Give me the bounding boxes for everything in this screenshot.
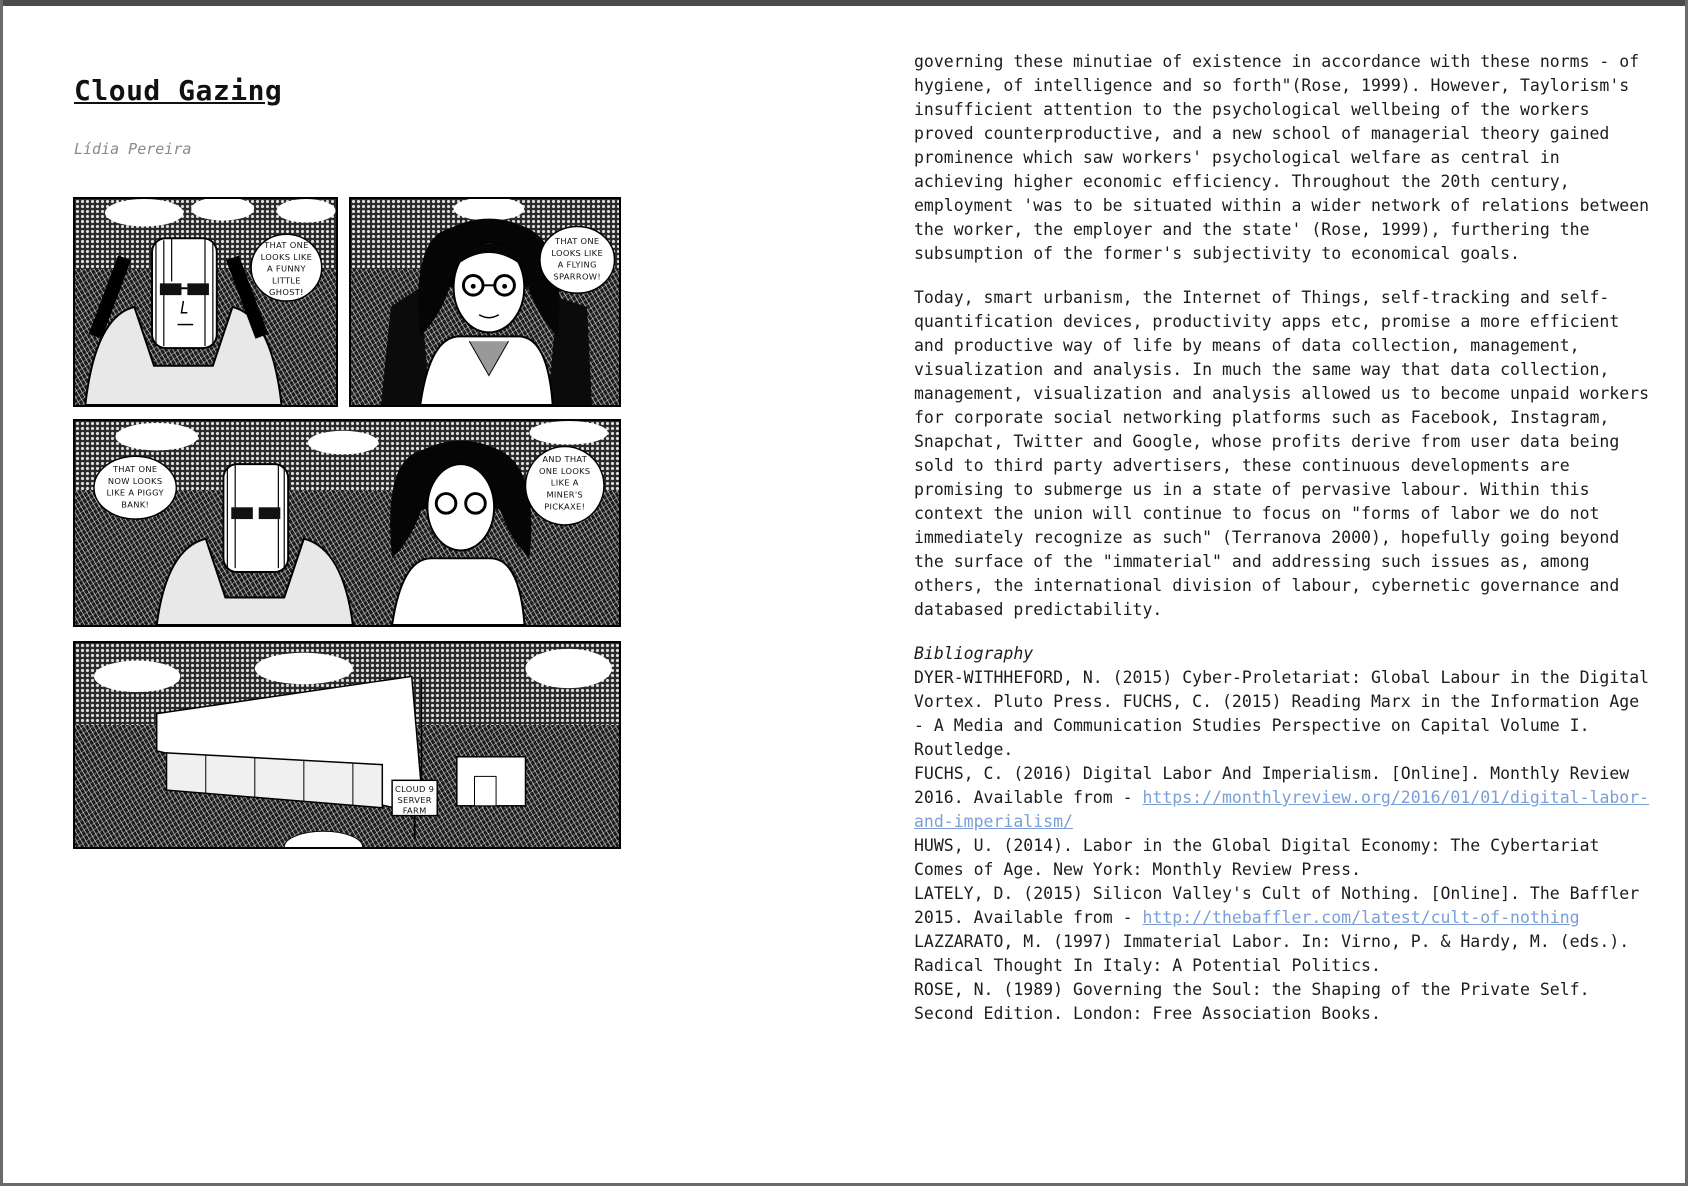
- panel-1-bubble-line-4: LITTLE: [272, 275, 301, 286]
- body-paragraph-1: governing these minutiae of existence in accordance with these norms - of hygiene, of intelligence and so forth"(Rose, 1999). However, Taylorism's insufficient attention to the psychological wellbeing of the workers proved counterproductive, and a new school of managerial theory gained prominence which saw workers' psychological welfare as central in achieving higher economic efficiency. Throughout the 20th century, employment 'was to be situated within a wider network of relations between the worker, the employer and the state' (Rose, 1999), furthering the subsumption of the former's subjectivity to economical goals.: [914, 52, 1650, 263]
- sign-line-2: SERVER: [397, 794, 432, 805]
- body-paragraph-2: Today, smart urbanism, the Internet of Things, self-tracking and self-quantification devices, productivity apps etc, promise a more efficient and productive way of life by means of data collection, management, visualization and analysis. In much the same way that data collection, management, visualization and analysis allowed us to become unpaid workers for corporate social networking platforms such as Facebook, Instagram, Snapchat, Twitter and Google, whose profits derive from user data being sold to third party advertisers, these continuous developments are promising to submerge us in a state of pervasive labour. Within this context the union will continue to focus on "forms of labor we do not immediately recognize as such" (Terranova 2000), hopefully going beyond the surface of the "immaterial" and addressing such issues as, among others, the international division of labour, cybernetic governance and databased predictability.: [914, 288, 1650, 619]
- sign-line-1: CLOUD 9: [395, 784, 435, 795]
- panel-3-left-bubble-line-1: THAT ONE: [112, 464, 158, 474]
- comic-panel-2: [349, 197, 621, 407]
- panel-1-bubble-line-2: LOOKS LIKE: [260, 251, 313, 262]
- panel-3-right-bubble-line-4: MINER'S: [546, 489, 584, 500]
- panel-2-bubble-line-1: THAT ONE: [554, 236, 600, 247]
- panel-2-bubble-line-2: LOOKS LIKE: [551, 247, 604, 258]
- panel-2-bubble-line-4: SPARROW!: [553, 271, 601, 282]
- panel-3-right-bubble-line-3: LIKE A: [550, 477, 579, 488]
- panel-3-right-bubble-line-2: ONE LOOKS: [538, 465, 591, 476]
- panel-1-drawing: [75, 199, 336, 405]
- panel-1-bubble-line-5: GHOST!: [269, 287, 304, 298]
- comic-strip: [73, 197, 621, 849]
- panel-2-bubble-line-3: A FLYING: [557, 259, 597, 270]
- panel-1-bubble-line-1: THAT ONE: [264, 240, 309, 251]
- article-author: Lídia Pereira: [74, 140, 192, 158]
- panel-1-bubble-line-3: A FUNNY: [267, 263, 306, 274]
- bibliography-entry-2: FUCHS, C. (2016) Digital Labor And Imperialism. [Online]. Monthly Review 2016. Available from - https://monthlyreview.org/2016/01/01/digital-labor-and-imperialism/: [914, 764, 1650, 831]
- panel-2-drawing: [351, 199, 619, 405]
- panel-3-right-bubble-line-5: PICKAXE!: [544, 501, 586, 512]
- comic-panel-1: [73, 197, 338, 407]
- bibliography-link-monthly-review[interactable]: https://monthlyreview.org/2016/01/01/digital-labor-and-imperialism/: [914, 788, 1650, 831]
- panel-3-left-bubble-line-4: BANK!: [121, 499, 150, 510]
- comic-panel-4: [73, 641, 621, 849]
- panel-4-drawing: [75, 643, 619, 847]
- viewer-top-bar: [0, 0, 1688, 6]
- page-edge-left: [0, 0, 3, 1186]
- panel-3-right-bubble-line-1: AND THAT: [542, 454, 588, 465]
- panel-3-left-bubble-line-2: NOW LOOKS: [107, 475, 163, 486]
- panel-3-drawing: [75, 421, 619, 625]
- panel-3-left-bubble-line-3: LIKE A PIGGY: [106, 487, 164, 498]
- bibliography-entry-6: ROSE, N. (1989) Governing the Soul: the Shaping of the Private Self. Second Edition. London: Free Association Books.: [914, 980, 1590, 1023]
- sign-line-3: FARM: [402, 805, 427, 816]
- bibliography-entry-3: HUWS, U. (2014). Labor in the Global Digital Economy: The Cybertariat Comes of Age. New York: Monthly Review Press.: [914, 836, 1600, 879]
- bibliography-entry-5: LAZZARATO, M. (1997) Immaterial Labor. In: Virno, P. & Hardy, M. (eds.). Radical Thought In Italy: A Potential Politics.: [914, 932, 1630, 975]
- comic-panel-3: [73, 419, 621, 627]
- article-body: [914, 50, 1654, 1026]
- bibliography-entry-4: LATELY, D. (2015) Silicon Valley's Cult of Nothing. [Online]. The Baffler 2015. Available from - http://thebaffler.com/latest/cult-of-nothing: [914, 884, 1640, 927]
- bibliography-heading: Bibliography: [914, 644, 1034, 663]
- article-title: Cloud Gazing: [74, 74, 283, 107]
- bibliography-entry-1: DYER-WITHHEFORD, N. (2015) Cyber-Proletariat: Global Labour in the Digital Vortex. Pluto Press. FUCHS, C. (2015) Reading Marx in the Information Age - A Media and Communication Studies Perspective on Capital Volume I. Routledge.: [914, 668, 1650, 759]
- svg-text:THAT ONELOOKS LIKEA FLYINGSPAR: [551, 236, 603, 281]
- bibliography-link-baffler[interactable]: http://thebaffler.com/latest/cult-of-nothing: [1142, 908, 1580, 927]
